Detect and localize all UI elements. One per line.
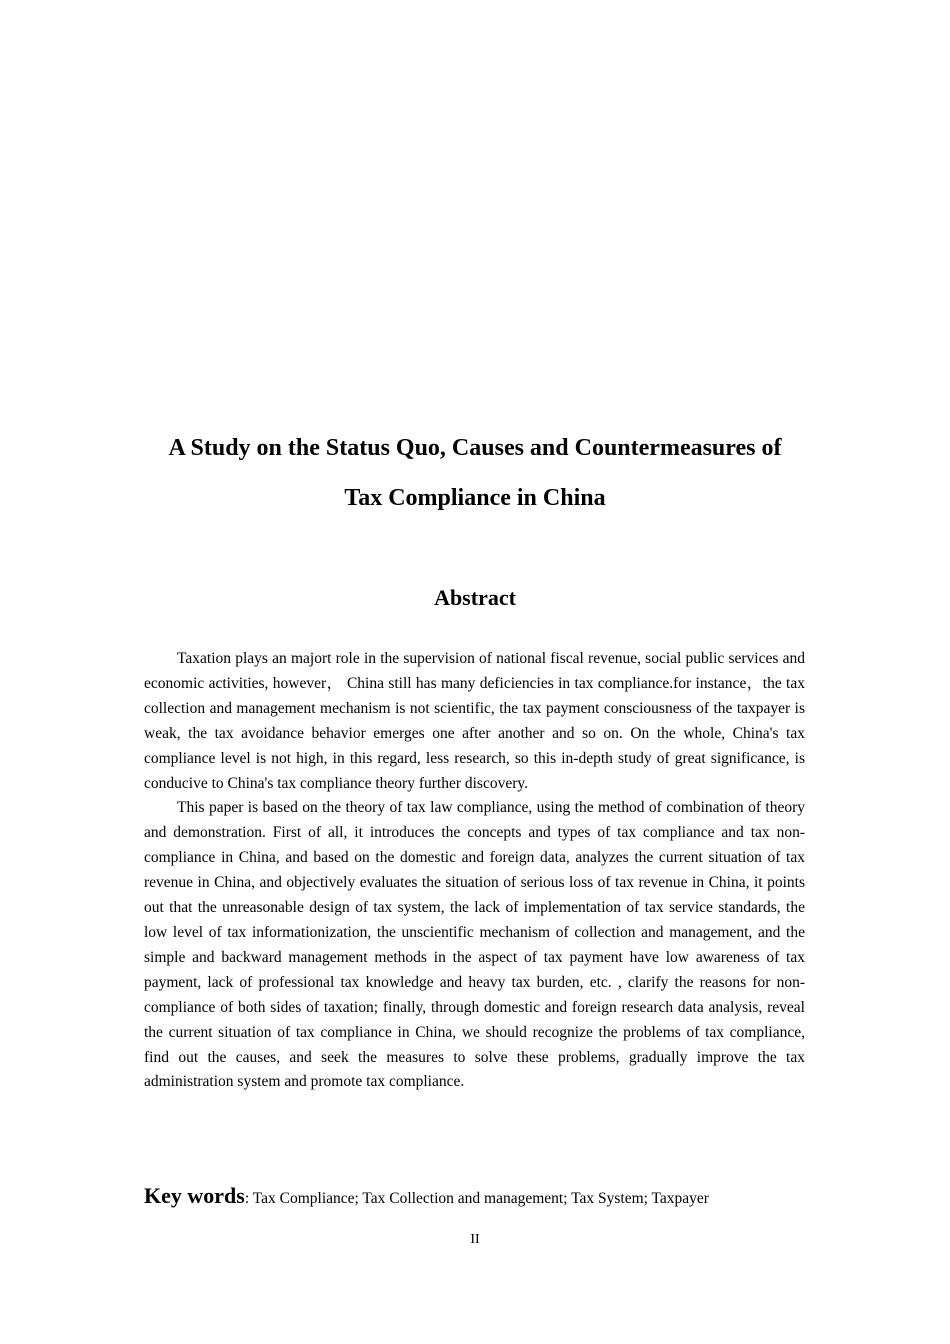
abstract-heading: Abstract xyxy=(434,585,516,610)
keywords-label: Key words xyxy=(144,1183,245,1208)
keywords-text: : Tax Compliance; Tax Collection and management; Tax System; Taxpayer xyxy=(244,1190,709,1207)
abstract-body xyxy=(144,647,805,1095)
paper-title-line-2: Tax Compliance in China xyxy=(344,485,606,511)
abstract-paragraph-2: This paper is based on the theory of tax law compliance, using the method of combination of theory and demonstration. First of all, it introduces the concepts and types of tax compliance and tax non-compliance in China, and based on the domestic and foreign data, analyzes the current situation of tax revenue in China, and objectively evaluates the situation of serious loss of tax revenue in China, it points out that the unreasonable design of tax system, the lack of implementation of tax service standards, the low level of tax informationization, the unscientific mechanism of collection and management, and the simple and backward management methods in the aspect of tax payment have low awareness of tax payment, lack of professional tax knowledge and heavy tax burden, etc. , clarify the reasons for non-compliance of both sides of taxation; finally, through domestic and foreign research data analysis, reveal the current situation of tax compliance in China, we should recognize the problems of tax compliance, find out the causes, and seek the measures to solve these problems, gradually improve the tax administration system and promote tax compliance. xyxy=(144,799,805,1091)
abstract-paragraph-1: Taxation plays an majort role in the supervision of national fiscal revenue, social public services and economic activities, however， China still has many deficiencies in tax compliance.for instance，the tax collection and management mechanism is not scientific, the tax payment consciousness of the taxpayer is weak, the tax avoidance behavior emerges one after another and so on. On the whole, China's tax compliance level is not high, in this regard, less research, so this in-depth study of great significance, is conducive to China's tax compliance theory further discovery. xyxy=(144,650,805,792)
keywords-line xyxy=(144,1181,844,1214)
page-number: II xyxy=(470,1232,480,1247)
paper-title-line-1: A Study on the Status Quo, Causes and Countermeasures of xyxy=(168,435,782,461)
